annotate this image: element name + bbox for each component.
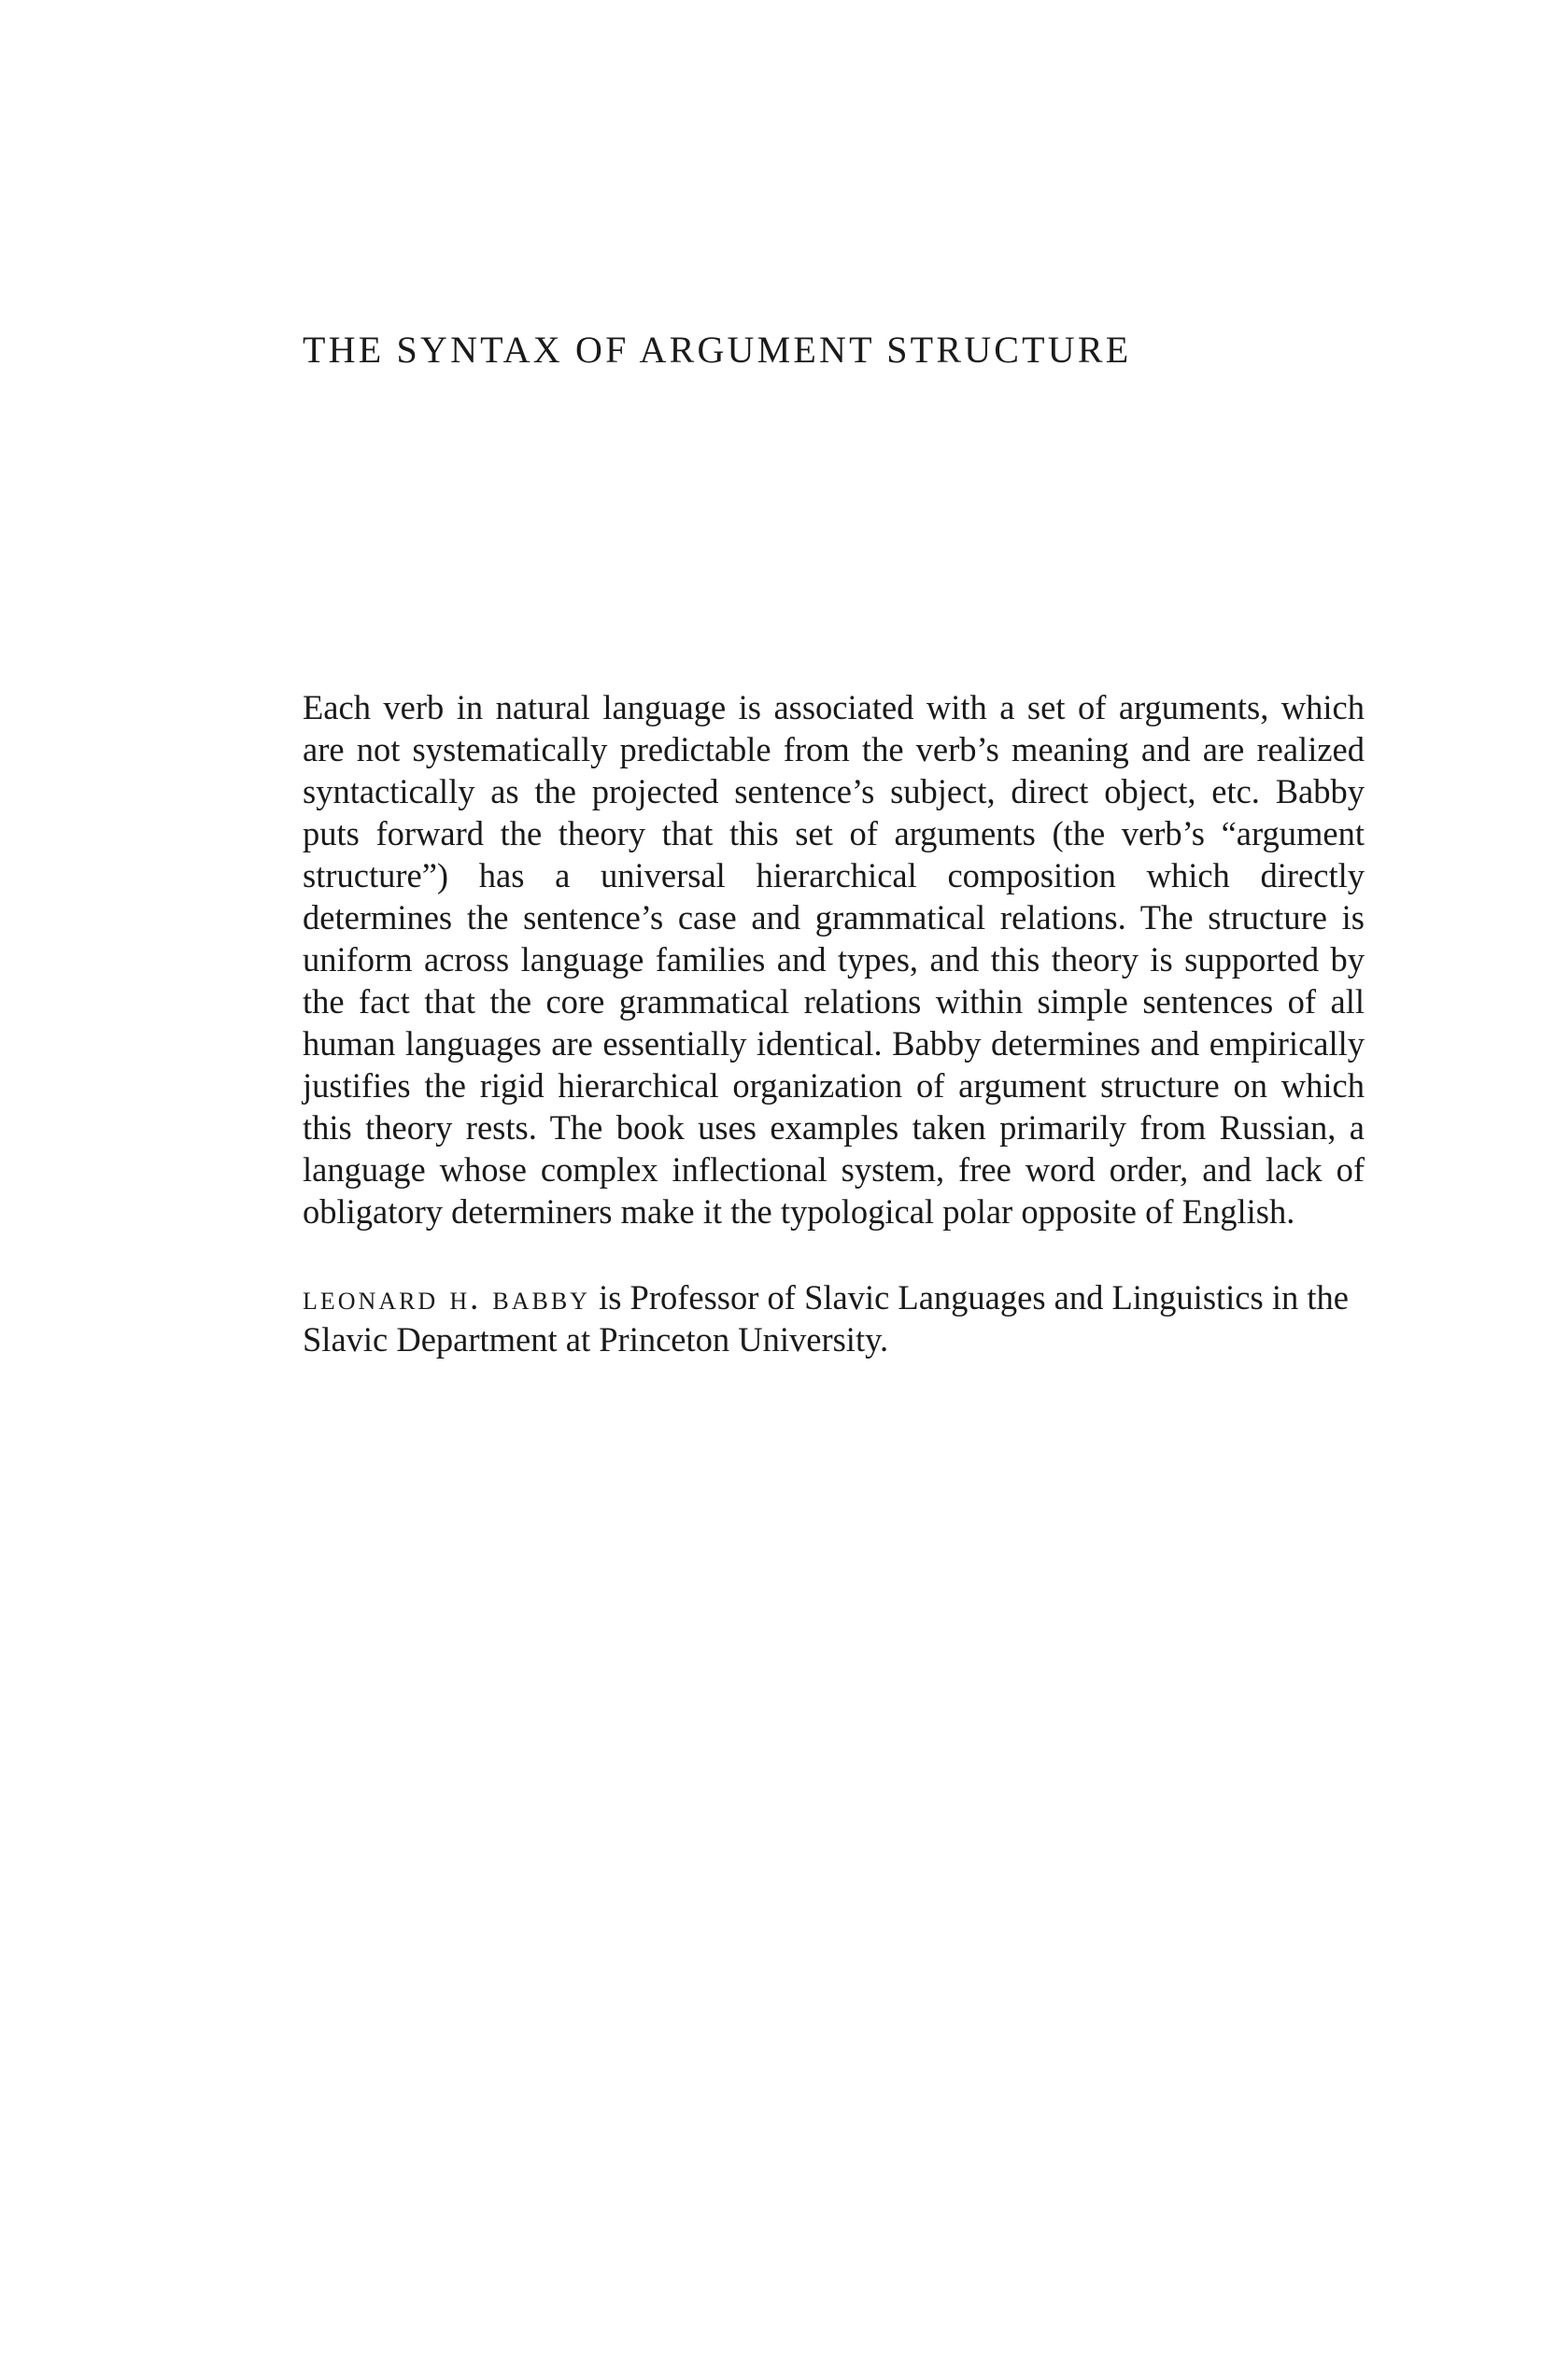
book-title: THE SYNTAX OF ARGUMENT STRUCTURE (303, 329, 1132, 371)
author-name: leonard h. babby (303, 1278, 590, 1317)
author-bio (303, 1276, 1365, 1360)
author-bio-text: is Professor of Slavic Languages and Linguistics in the Slavic Department at Princeton University. (303, 1278, 1349, 1359)
book-description: Each verb in natural language is associated with a set of arguments, which are not systematically predictable from the verb’s meaning and are realized syntactically as the projected sentence’s subject, direct object, etc. Babby puts forward the theory that this set of arguments (the verb’s “argument structure”) has a universal hierarchical composition which directly determines the sentence’s case and grammatical relations. The structure is uniform across language families and types, and this theory is supported by the fact that the core grammatical relations within simple sentences of all human languages are essentially identical. Babby determines and empirically justifies the rigid hierarchical organization of argument structure on which this theory rests. The book uses examples taken primarily from Russian, a language whose complex inflectional system, free word order, and lack of obligatory determiners make it the typological polar opposite of English. (303, 688, 1365, 1231)
